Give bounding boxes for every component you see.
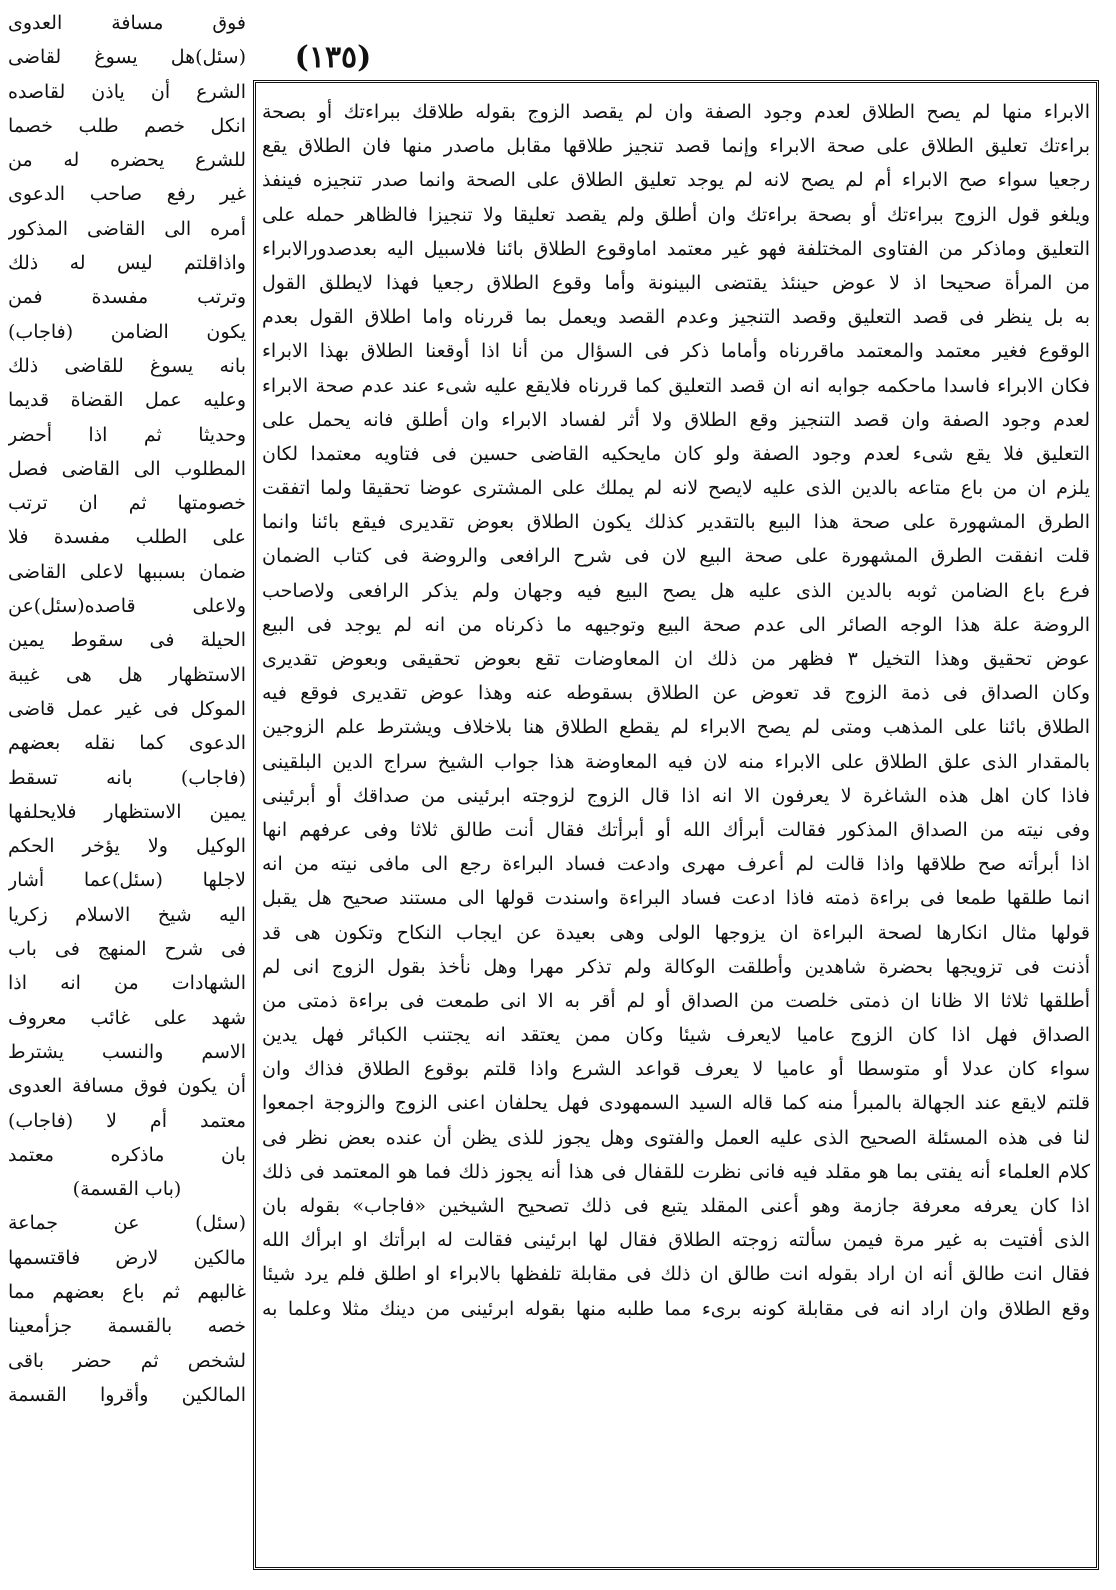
margin-text-line: اليه شيخ الاسلام زكريا <box>8 903 246 926</box>
margin-text-line: غالبهم ثم باع بعضهم مما <box>8 1280 246 1303</box>
main-text-line: اذا كان يعرفه معرفة جازمة وهو أعنى المقلد يتبع فى ذلك تصحيح الشيخين «فاجاب» بقوله بان <box>262 1195 1090 1217</box>
main-text-line: من المرأة صحيحا اذ لا عوض حينئذ يقتضى البينونة وأما وقوع الطلاق رجعيا فهذا لايطلق القول <box>262 271 1090 294</box>
main-text-line: براءتك تعليق الطلاق على صحة الابراء وإنما قصد تنجيز طلاقها مقابل ماصدر منها فان الطلاق يقع <box>262 135 1090 158</box>
margin-text-line: الشرع أن ياذن لقاصده <box>8 80 246 103</box>
margin-text-line: خصومتها ثم ان ترتب <box>8 492 246 515</box>
margin-text-line: وترتب مفسدة فمن <box>8 286 246 309</box>
margin-text-line: يكون الضامن (فاجاب) <box>8 320 246 343</box>
main-text-line: أطلقها ثلاثا الا ظانا ان ذمتى خلصت من الصداق أو لم أقر به الا انى طمعت فى براءة ذمتى من <box>262 989 1090 1012</box>
margin-text-line: واذاقلتم ليس له ذلك <box>8 252 246 275</box>
margin-text-line: لاجلها (سئل)عما أشار <box>8 869 246 892</box>
margin-text-line: يمين الاستظهار فلايحلفها <box>8 800 246 823</box>
main-text-line: قلتم لايقع عند الجهالة بالمبرأ منه كما قاله السيد السمهودى فهل يحلفان اعنى الزوج والزوجة اجمعوا <box>262 1092 1090 1115</box>
main-text-line: التعليق فلا يقع شىء لعدم وجود الصفة ولو كان مايحكيه القاضى حسين فى فتاويه معتمدا لكان <box>262 442 1090 465</box>
main-text-line: رجعيا سواء صح الابراء أم لم يصح لانه لم يوجد تعليق الطلاق على الصحة وانما صدر تنجيزه فينفذ <box>262 169 1090 192</box>
main-text-line: ويلغو قول الزوج ببراءتك أو بصحة براءتك وان أطلق ولم يقصد تعليقا ولا تنجيزا فالظاهر حمله على <box>262 203 1090 226</box>
margin-text-line: وحديثا ثم اذا أحضر <box>8 423 246 446</box>
main-text-line: الطلاق بائنا على المذهب ومتى لم يصح الابراء لم يقطع الطلاق هنا بلاخلاف ويشترط علم الزوجين <box>262 716 1090 739</box>
main-text-line: سواء كان عدلا أو متوسطا أو عاميا لا يعرف قواعد الشرع واذا قلتم بوقوع الطلاق فذاك وان <box>262 1058 1090 1081</box>
main-text-line: فرع باع الضامن ثوبه بالدين الذى عليه هل يصح البيع فيه وجهان ولم يذكر الرافعى ولاصاحب <box>262 579 1090 602</box>
margin-text-line: الموكل فى غير عمل قاضى <box>8 697 246 720</box>
margin-text-line: خصه بالقسمة جزأمعينا <box>8 1315 246 1338</box>
main-text-line: فاذا كان اهل هذه الشاغرة لا يعرفون الا انه اذا قال الزوج لزوجته ابرئينى من صداقك أو أبرئينى <box>262 784 1090 807</box>
margin-text-line: المطلوب الى القاضى فصل <box>8 457 246 480</box>
main-text-line: عوض تحقيق وهذا التخيل ٣ فظهر من ذلك ان المعاوضات تقع بعوض تحقيقى وبعوض تقديرى <box>262 648 1090 670</box>
main-text-line: الطرق المشهورة على صحة هذا البيع بالتقدير كذلك يكون الطلاق بعوض تقديرى فيقع بائنا وانما <box>262 511 1090 534</box>
margin-text-line: غير رفع صاحب الدعوى <box>8 183 246 206</box>
main-text-line: الروضة علة هذا الوجه الصائر الى عدم صحة البيع وتوجيهه ما ذكرناه من انه لم يوجد فى البيع <box>262 613 1090 636</box>
main-text-line: بالمقدار الذى علق الطلاق على الابراء منه لان فيه المعاوضة هذا جواب الشيخ سراج الدين البلقينى <box>262 750 1090 773</box>
margin-text-line: (سئل)هل يسوغ لقاضى <box>8 46 246 69</box>
main-text-line: لنا فى هذه المسئلة الصحيح الذى عليه العمل والفتوى وهل يجوز للذى يظن أن عنده بعض نظر فى <box>262 1126 1090 1149</box>
margin-text-line: الاسم والنسب يشترط <box>8 1040 246 1063</box>
main-text-line: الذى أفتيت به غير مرة فيمن سألته زوجته الطلاق فقال لها ابرئينى فقالت له ابرأتك او ابرأك الله <box>262 1229 1090 1252</box>
main-text-line: قلت انفقت الطرق المشهورة على صحة البيع لان فى شرح الرافعى والروضة فى كتاب الضمان <box>262 545 1090 568</box>
main-text-line: التعليق وماذكر من الفتاوى المختلفة فهو غير معتمد اماوقوع الطلاق بائنا فلاسبيل اليه بعدصدورالابراء <box>262 237 1090 260</box>
page-number: (١٣٥) <box>294 40 372 75</box>
margin-text-line: أمره الى القاضى المذكور <box>8 217 246 240</box>
margin-text-line: الدعوى كما نقله بعضهم <box>8 732 246 755</box>
main-text-line: أذنت فى تزويجها بحضرة شاهدين وأطلقت الوكالة ولم تذكر مهرا وهل نأخذ بقول الزوج انى لم <box>262 955 1090 978</box>
main-text-line: انما طلقها طمعا فى براءة ذمته فاذا ادعت فساد البراءة واسندت قولها الى مستند صحيح هل يقبل <box>262 887 1090 910</box>
main-text-frame <box>253 80 1099 1570</box>
main-text-line: قولها مثال انكارها لصحة البراءة ان يزوجها الولى وهى بعيدة عن ايجاب النكاح وتكون هى قد <box>262 921 1090 944</box>
margin-text-line: لشخص ثم حضر باقى <box>8 1349 246 1372</box>
margin-text-line: (باب القسمة) <box>72 1178 182 1201</box>
main-text-line: وفى نيته من الصداق المذكور فقالت أبرأك الله أو أبرأتك فقال أنت طالق ثلاثا وفى عرفهم انها <box>262 818 1090 841</box>
margin-text-line: أن يكون فوق مسافة العدوى <box>8 1075 246 1098</box>
margin-text-line: على الطلب مفسدة فلا <box>8 526 246 549</box>
main-text-line: الابراء منها لم يصح الطلاق لعدم وجود الصفة وان لم يقصد الزوج بقوله طلاقك ببراءتك أو بصحة <box>262 101 1090 123</box>
margin-text-line: شهد على غائب معروف <box>8 1006 246 1029</box>
margin-commentary-column <box>8 6 246 1586</box>
main-text-line: الوقوع فغير معتمد والمعتمد ماقررناه وأماما ذكر فى السؤال من أنا اذا أوقعنا الطلاق بهذا الابراء <box>262 340 1090 363</box>
margin-text-line: الاستظهار هل هى غيبة <box>8 663 246 686</box>
main-text-line: وكان الصداق فى ذمة الزوج قد تعوض عن الطلاق بسقوطه عنه وهذا عوض تقديرى فوقع فيه <box>262 682 1090 705</box>
margin-text-line: ولاعلى قاصده(سئل)عن <box>8 595 246 618</box>
margin-text-line: للشرع يحضره له من <box>8 149 246 172</box>
margin-text-line: بانه يسوغ للقاضى ذلك <box>8 354 246 377</box>
margin-text-line: فوق مسافة العدوى <box>8 12 246 34</box>
margin-text-line: الوكيل ولا يؤخر الحكم <box>8 835 246 858</box>
margin-text-line: الشهادات من انه اذا <box>8 972 246 995</box>
main-text-line: يلزم ان من باع متاعه بالدين الذى عليه لايصح لانه لم يملك على المشترى عوضا تحقيقا ولما اتفقت <box>262 477 1090 500</box>
margin-text-line: (فاجاب) بانه تسقط <box>8 766 246 789</box>
main-text-line: به بل ينظر فى قصد التعليق وقصد التنجيز وعدم القصد ويعمل بما قررناه واما اطلاق القول بعدم <box>262 306 1090 329</box>
main-text-line: الصداق فهل اذا كان الزوج عاميا لايعرف شيئا وكان ممن يعتقد انه يجتنب الكبائر فهل يدين <box>262 1024 1090 1047</box>
margin-text-line: انكل خصم طلب خصما <box>8 114 246 137</box>
main-text-line: اذا أبرأته صح طلاقها واذا قالت لم أعرف مهرى وادعت فساد البراءة رجع الى مافى نيته من انه <box>262 853 1090 876</box>
margin-text-line: الحيلة فى سقوط يمين <box>8 629 246 652</box>
margin-text-line: ضمان بسببها لاعلى القاضى <box>8 560 246 583</box>
main-text-line: وقع الطلاق وان اراد انه فى مقابلة كونه برىء مما طلبه منها بقوله ابرئينى من دينك مثلا وعلما به <box>262 1297 1090 1320</box>
margin-text-line: المالكين وأقروا القسمة <box>8 1383 246 1406</box>
margin-text-line: فى شرح المنهج فى باب <box>8 938 246 961</box>
main-text-line: فقال انت طالق أنه ان اراد بقوله انت طالق ان ذلك فى مقابلة تلفظها بالابراء او اطلق فلم يرد شيئا <box>262 1263 1090 1286</box>
margin-text-line: وعليه عمل القضاة قديما <box>8 389 246 412</box>
margin-text-line: (سئل) عن جماعة <box>8 1212 246 1235</box>
main-text-line: كلام العلماء أنه يفتى بما هو مقلد فيه فانى نظرت للقفال فى هذا أنه يجوز ذلك فما هو المعتمد فى ذلك <box>262 1160 1090 1183</box>
margin-text-line: بان ماذكره معتمد <box>8 1143 246 1166</box>
main-text-line: لعدم وجود الصفة وان قصد التنجيز وقع الطلاق ولا أثر لفساد الابراء وان أطلق فانه يحمل على <box>262 408 1090 431</box>
main-text-body <box>262 95 1090 1559</box>
margin-text-line: معتمد أم لا (فاجاب) <box>8 1109 246 1132</box>
main-text-line: فكان الابراء فاسدا ماحكمه جوابه انه ان قصد التعليق كما قررناه فلايقع عليه شىء عند عدم صحة الابراء <box>262 374 1090 397</box>
margin-text-line: مالكين لارض فاقتسمها <box>8 1246 246 1269</box>
